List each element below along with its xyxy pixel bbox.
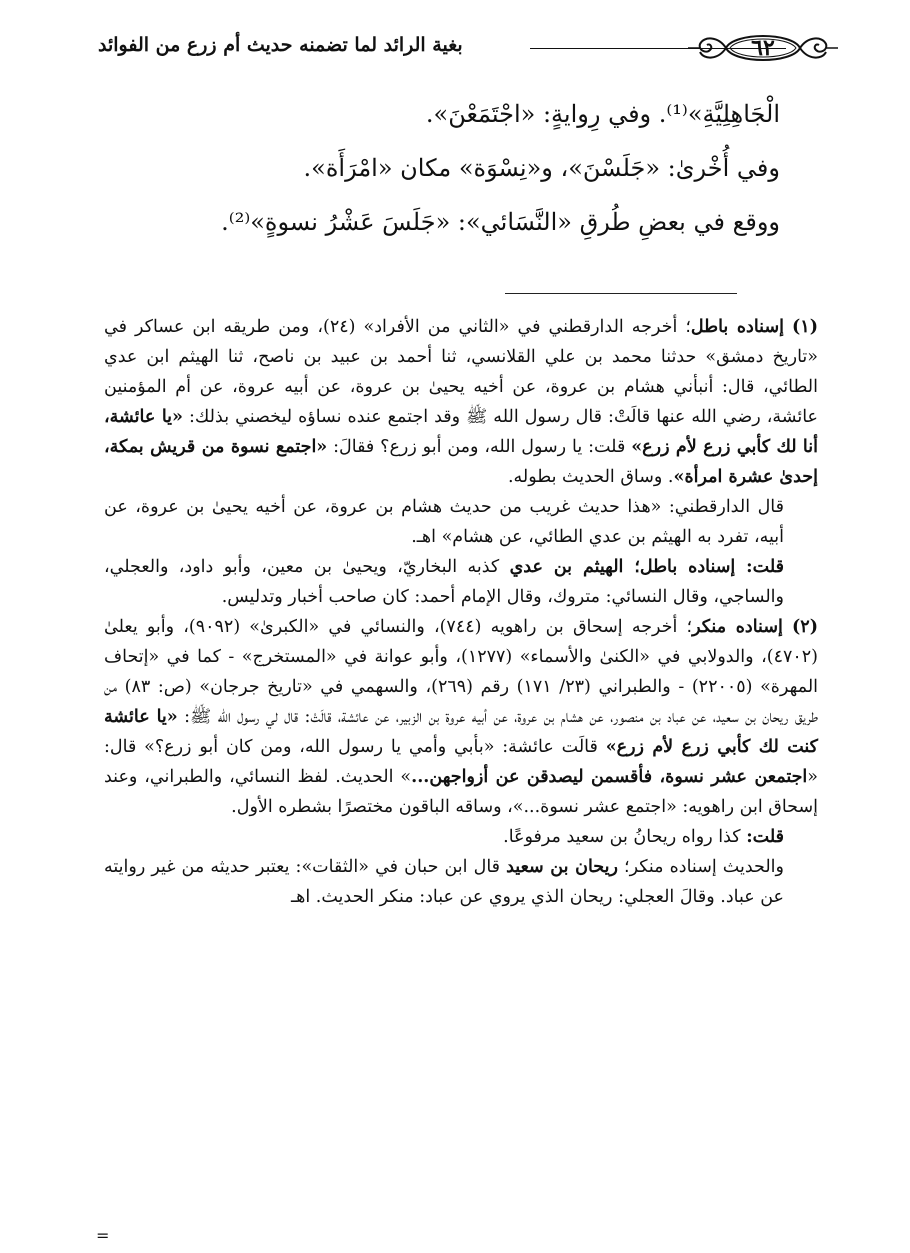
continuation-mark: =: [96, 1226, 110, 1245]
running-header: [98, 28, 838, 68]
narrator-name: ريحان بن سعيد: [506, 857, 618, 877]
page-number-ornament: [688, 28, 838, 68]
running-title: بغية الرائد لما تضمنه حديث أم زرع من الفوائد: [98, 34, 463, 56]
footnote-text: والحديث إسناده منكر؛: [617, 857, 784, 877]
body-line: وفي أُخْرىٰ: «جَلَسْنَ»، و«نِسْوَة» مكان «امْرَأَة».: [303, 154, 780, 182]
footnote-paragraph: [104, 822, 818, 852]
footnote-text: ؛ أخرجه الدارقطني في «الثاني من الأفراد» (٢٤)، ومن طريقه ابن عساكر في «تاريخ دمشق» حدثنا محمد بن علي القلانسي، ثنا أحمد بن عبيد بن ناصح، ثنا الهيثم ابن عدي الطائي، قال: أنبأني هشام بن عروة، عن أخيه يحيىٰ بن عروة، عن أبيه عروة، عن أم المؤمنين عائشة، رضي الله عنها قالَتْ: قال رسول الله ﷺ وقد اجتمع عنده نساؤه ليخصني بذلك:: [104, 317, 818, 427]
footnote-text: قلت: يا رسول الله، ومن أبو زرع؟ فقالَ:: [327, 437, 632, 457]
footnote-text: » الحديث. لفظ النسائي، والطبراني، وعند إسحاق ابن راهويه: «اجتمع عشر نسوة...»، وساقه الباقون مختصرًا بشطره الأول.: [104, 767, 818, 817]
footnote-paragraph: [104, 852, 818, 912]
footnote-text: . وساق الحديث بطوله.: [507, 467, 674, 487]
footnote-number: (١): [792, 317, 818, 337]
main-text: [108, 96, 780, 258]
hadith-quote: اجتمعن عشر نسوة، فأقسمن ليصدقن عن أزواجهن...: [411, 767, 808, 787]
hadith-quote: «يا عائشة، أنا لك كأبي زرع لأم زرع»: [104, 407, 818, 457]
footnote-verdict: قلت: إسناده باطل؛ الهيثم بن عدي: [509, 557, 784, 577]
footnote-text: كذا رواه ريحانُ بن سعيد مرفوعًا.: [503, 827, 747, 847]
hadith-quote: «يا عائشة كنت لك كأبي زرع لأم زرع»: [104, 707, 818, 757]
footnote-verdict: قلت:: [746, 827, 784, 847]
footnote-verdict: إسناده باطل: [690, 317, 784, 337]
footnote-separator: [505, 293, 737, 294]
footnote-verdict: إسناده منكر: [692, 617, 783, 637]
footnote-2: [104, 612, 818, 822]
footnote-text: كذبه البخاريّ، ويحيىٰ بن معين، وأبو داود، والعجلي، والساجي، وقال النسائي: متروك، وقال الإمام أحمد: كان صاحب أخبار وتدليس.: [104, 557, 784, 607]
footnote-1: [104, 312, 818, 492]
page-number: ٦٢: [751, 35, 775, 61]
footnote-text: ؛ أخرجه إسحاق بن راهويه (٧٤٤)، والنسائي في «الكبرىٰ» (٩٠٩٢)، وأبو يعلىٰ (٤٧٠٢)، والدولابي في «الكنىٰ والأسماء» (١٢٧٧)، وأبو عوانة في «المستخرج» - كما في «إتحاف المهرة» (٢٢٠٠٥) - والطبراني (٢٣/ ١٧١) رقم (٢٦٩)، والسهمي في «تاريخ جرجان» (ص: ٨٣) من طريق ريحان بن سعيد، عن عباد بن منصور، عن هشام بن عروة، عن أبيه عروة بن الزبير، عن عائشة، قالَتْ: قال لي رسول الله ﷺ:: [104, 617, 819, 727]
footnote-number: (٢): [792, 617, 818, 637]
footnote-paragraph: [104, 552, 818, 612]
body-line: ووقع في بعضِ طُرقِ «النَّسَائي»: «جَلَسَ عَشْرُ نسوةٍ»⁽²⁾.: [221, 208, 780, 236]
footnote-text: قال ابن حبان في «الثقات»: يعتبر حديثه من غير روايته عن عباد. وقالَ العجلي: ريحان الذي يروي عن عباد: منكر الحديث. اهـ: [104, 857, 784, 907]
footnote-paragraph: قال الدارقطني: «هذا حديث غريب من حديث هشام بن عروة، عن أخيه يحيىٰ بن عروة، عن أبيه، تفرد به الهيثم بن عدي الطائي، عن هشام» اهـ.: [104, 497, 784, 547]
footnote-text: قالَت عائشة: «بأبي وأمي يا رسول الله، ومن كان أبو زرع؟» قال: «: [104, 737, 818, 787]
hadith-quote: «اجتمع نسوة من قريش بمكة، إحدىٰ عشرة امرأة»: [104, 437, 818, 487]
footnotes: [104, 312, 818, 912]
body-line: الْجَاهِلِيَّةِ»⁽¹⁾. وفي رِوايةٍ: «اجْتَمَعْنَ».: [425, 100, 780, 128]
